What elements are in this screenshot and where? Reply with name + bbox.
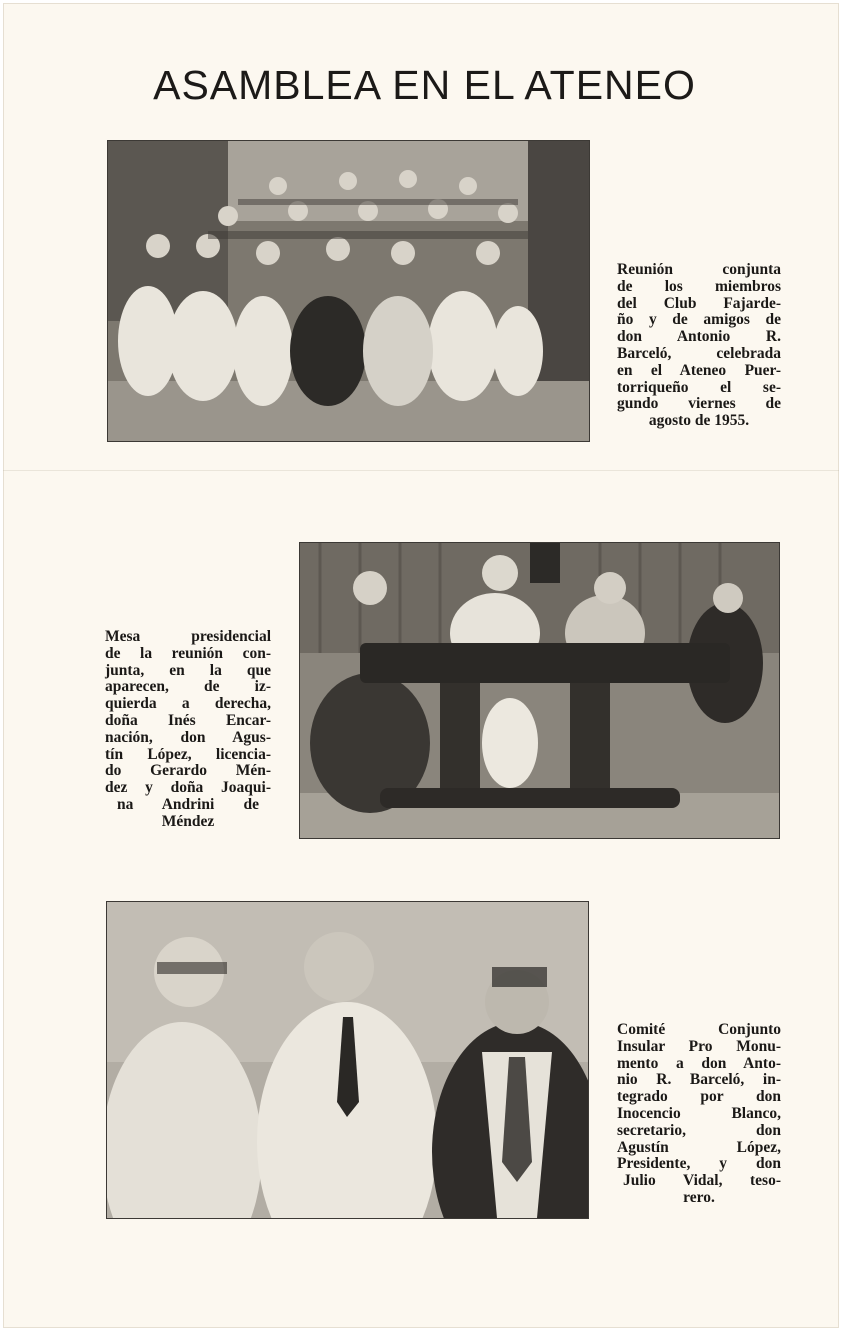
caption-line: Presidente, y don [617, 1155, 781, 1173]
caption-line: quierda a derecha, [105, 695, 271, 713]
caption-line: aparecen, de iz- [105, 678, 271, 696]
caption-line: Inocencio Blanco, [617, 1104, 781, 1122]
caption-line: Julio Vidal, teso- [623, 1172, 781, 1190]
caption-line: do Gerardo Mén- [105, 762, 271, 780]
caption-line: na Andrini de [117, 795, 259, 813]
page-title: ASAMBLEA EN EL ATENEO [153, 62, 696, 108]
caption-line: Méndez [161, 812, 215, 830]
caption-line: dez y doña Joaqui- [105, 779, 271, 797]
caption-line: en el Ateneo Puer- [617, 361, 781, 379]
caption-line: Agustín López, [617, 1138, 781, 1156]
caption-line: ño y de amigos de [617, 311, 781, 329]
caption-line: Mesa presidencial [105, 628, 271, 645]
caption-line: tegrado por don [617, 1088, 781, 1106]
caption-line: tín López, licencia- [105, 745, 271, 763]
caption-line: Comité Conjunto [617, 1021, 781, 1038]
caption-line: secretario, don [617, 1121, 781, 1139]
caption-line: de los miembros [617, 277, 781, 295]
caption-line: doña Inés Encar- [105, 711, 271, 729]
caption-line: gundo viernes de [617, 395, 781, 413]
caption-line: mento a don Anto- [617, 1054, 781, 1072]
caption-line: torriqueño el se- [617, 378, 781, 396]
caption-reunion [617, 262, 781, 430]
caption-line: agosto de 1955. [648, 412, 750, 430]
caption-line: nación, don Agus- [105, 728, 271, 746]
caption-line: nio R. Barceló, in- [617, 1071, 781, 1089]
caption-comite [617, 1022, 781, 1207]
assembly-audience-photo [107, 140, 590, 442]
page-fold-line [3, 470, 839, 471]
committee-photo [106, 901, 589, 1219]
caption-line: rero. [683, 1188, 715, 1206]
caption-line: junta, en la que [105, 661, 271, 679]
caption-line: Reunión conjunta [617, 261, 781, 278]
caption-line: Barceló, celebrada [617, 344, 781, 362]
caption-line: don Antonio R. [617, 328, 781, 346]
presiding-table-photo [299, 542, 780, 839]
caption-mesa [105, 629, 271, 831]
caption-line: del Club Fajarde- [617, 294, 781, 312]
caption-line: Insular Pro Monu- [617, 1037, 781, 1055]
caption-line: de la reunión con- [105, 644, 271, 662]
